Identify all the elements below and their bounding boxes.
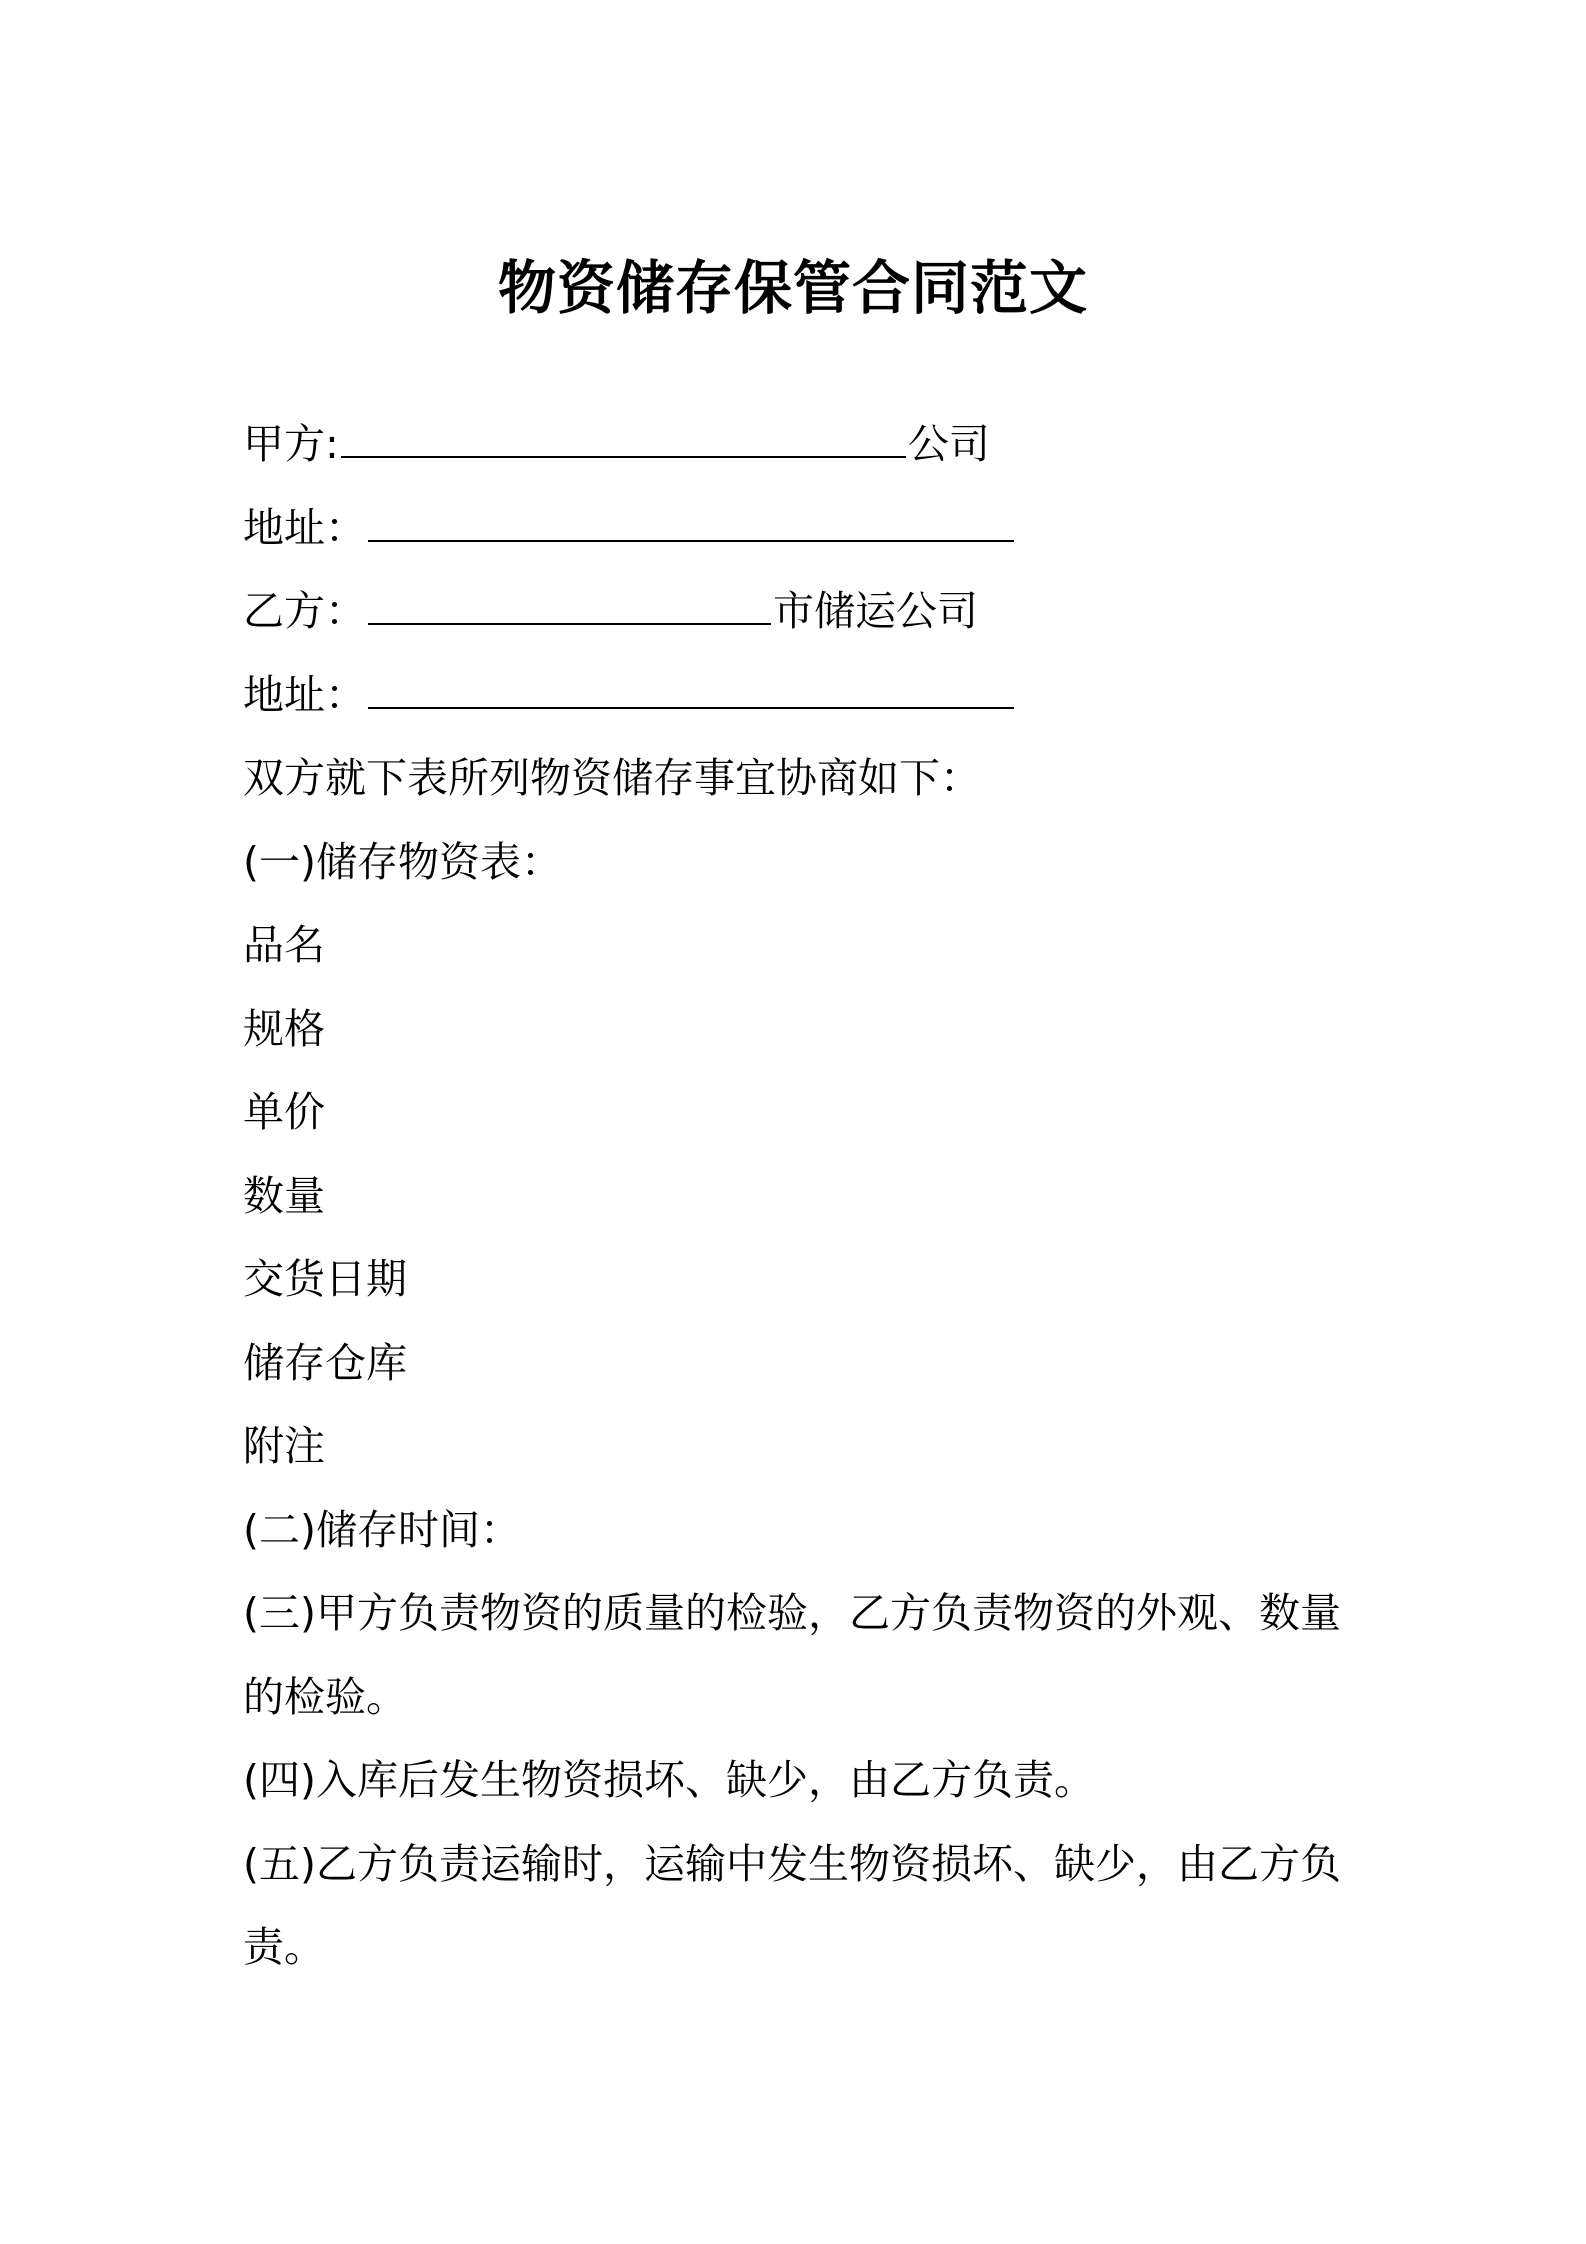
- party-a-line: [243, 403, 1353, 487]
- table-field: 交货日期: [243, 1255, 407, 1303]
- table-field: 储存仓库: [243, 1338, 407, 1387]
- address-1-line: [243, 487, 1353, 571]
- section-5-paragraph: (五)乙方负责运输时，运输中发生物资损坏、缺少，由乙方负责。: [243, 1839, 1341, 1971]
- address-2-line: [243, 654, 1353, 738]
- table-field: 单价: [243, 1088, 325, 1136]
- section-4-paragraph: (四)入库后发生物资损坏、缺少，由乙方负责。: [243, 1756, 1095, 1804]
- section-3-paragraph: (三)甲方负责物资的质量的检验，乙方负责物资的外观、数量的检验。: [243, 1589, 1341, 1721]
- document-body: [243, 403, 1353, 1990]
- intro-text: 双方就下表所列物资储存事宜协商如下：: [243, 754, 981, 802]
- party-b-line: [243, 570, 1353, 654]
- table-field: 附注: [243, 1422, 325, 1470]
- document-title: 物资储存保管合同范文: [497, 254, 1088, 322]
- party-b-blank: [368, 587, 771, 625]
- address-2-label: 地址：: [243, 670, 366, 719]
- address-1-blank: [368, 504, 1014, 542]
- party-b-suffix: 市储运公司: [773, 587, 978, 635]
- table-field: 规格: [243, 1004, 325, 1053]
- party-a-blank: [341, 420, 906, 458]
- address-2-blank: [368, 671, 1014, 709]
- section-1-heading: (一)储存物资表：: [243, 837, 562, 886]
- table-field: 品名: [243, 921, 325, 969]
- party-a-suffix: 公司: [907, 420, 990, 468]
- party-a-label: 甲方:: [243, 420, 339, 468]
- section-2-heading: (二)储存时间：: [243, 1505, 521, 1554]
- address-1-label: 地址：: [243, 503, 366, 552]
- party-b-label: 乙方：: [243, 587, 366, 635]
- table-field: 数量: [243, 1171, 325, 1220]
